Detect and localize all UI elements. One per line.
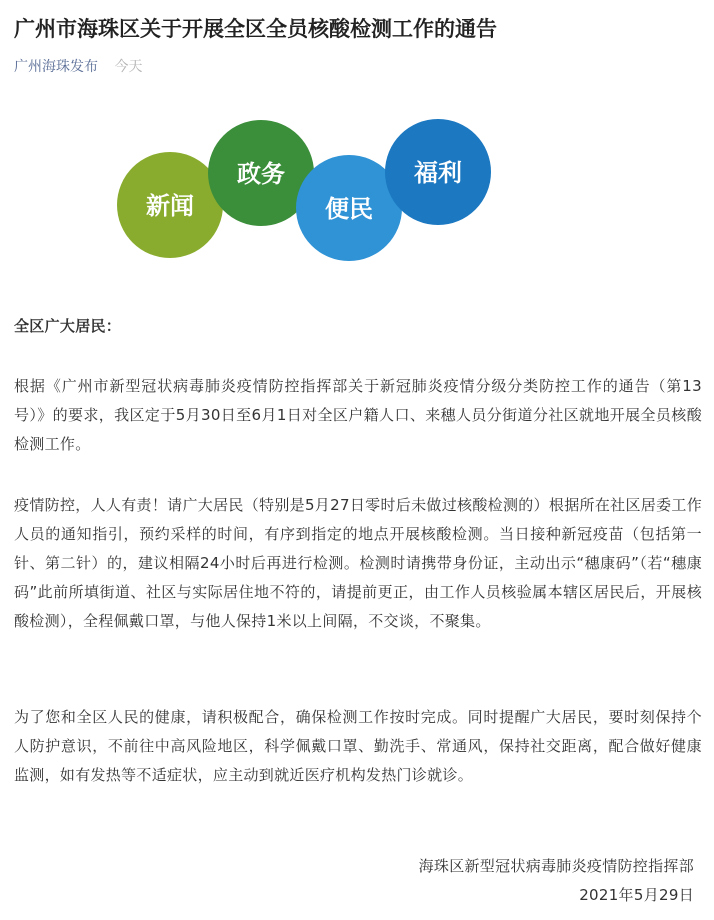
publish-time: 今天 <box>114 59 143 75</box>
article-meta <box>14 56 142 78</box>
paragraph-1: 根据《广州市新型冠状病毒肺炎疫情防控指挥部关于新冠肺炎疫情分级分类防控工作的通告（第13号）》的要求，我区定于5月30日至6月1日对全区户籍人口、来穗人员分街道分社区就地开展全员核酸检测工作。 <box>14 377 702 453</box>
bubble-convenience-label: 便民 <box>325 195 373 223</box>
article-title: 广州市海珠区关于开展全区全员核酸检测工作的通告 <box>14 17 497 41</box>
bubble-news <box>117 152 223 258</box>
banner-graphic <box>0 110 714 275</box>
paragraph-2: 疫情防控，人人有责！请广大居民（特别是5月27日零时后未做过核酸检测的）根据所在社区居委工作人员的通知指引，预约采样的时间，有序到指定的地点开展核酸检测。当日接种新冠疫苗（包括第一针、第二针）的，建议相隔24小时后再进行检测。检测时请携带身份证，主动出示“穗康码”（若“穗康码”此前所填街道、社区与实际居住地不符的，请提前更正，由工作人员核验属本辖区居民后，开展核酸检测），全程佩戴口罩，与他人保持1米以上间隔，不交谈，不聚集。 <box>14 496 702 630</box>
bubble-welfare <box>385 119 491 225</box>
signature-date: 2021年5月29日 <box>579 886 694 904</box>
bubble-welfare-label: 福利 <box>414 159 462 187</box>
signature-organization: 海珠区新型冠状病毒肺炎疫情防控指挥部 <box>418 857 694 875</box>
paragraph-3: 为了您和全区人民的健康，请积极配合，确保检测工作按时完成。同时提醒广大居民，要时刻保持个人防护意识，不前往中高风险地区，科学佩戴口罩、勤洗手、常通风，保持社交距离，配合做好健康监测，如有发热等不适症状，应主动到就近医疗机构发热门诊就诊。 <box>14 708 702 784</box>
bubble-news-label: 新闻 <box>146 192 194 220</box>
banner-image <box>0 110 714 275</box>
account-name-link[interactable]: 广州海珠发布 <box>14 59 98 75</box>
bubble-government-label: 政务 <box>237 160 285 188</box>
greeting: 全区广大居民： <box>14 317 122 335</box>
